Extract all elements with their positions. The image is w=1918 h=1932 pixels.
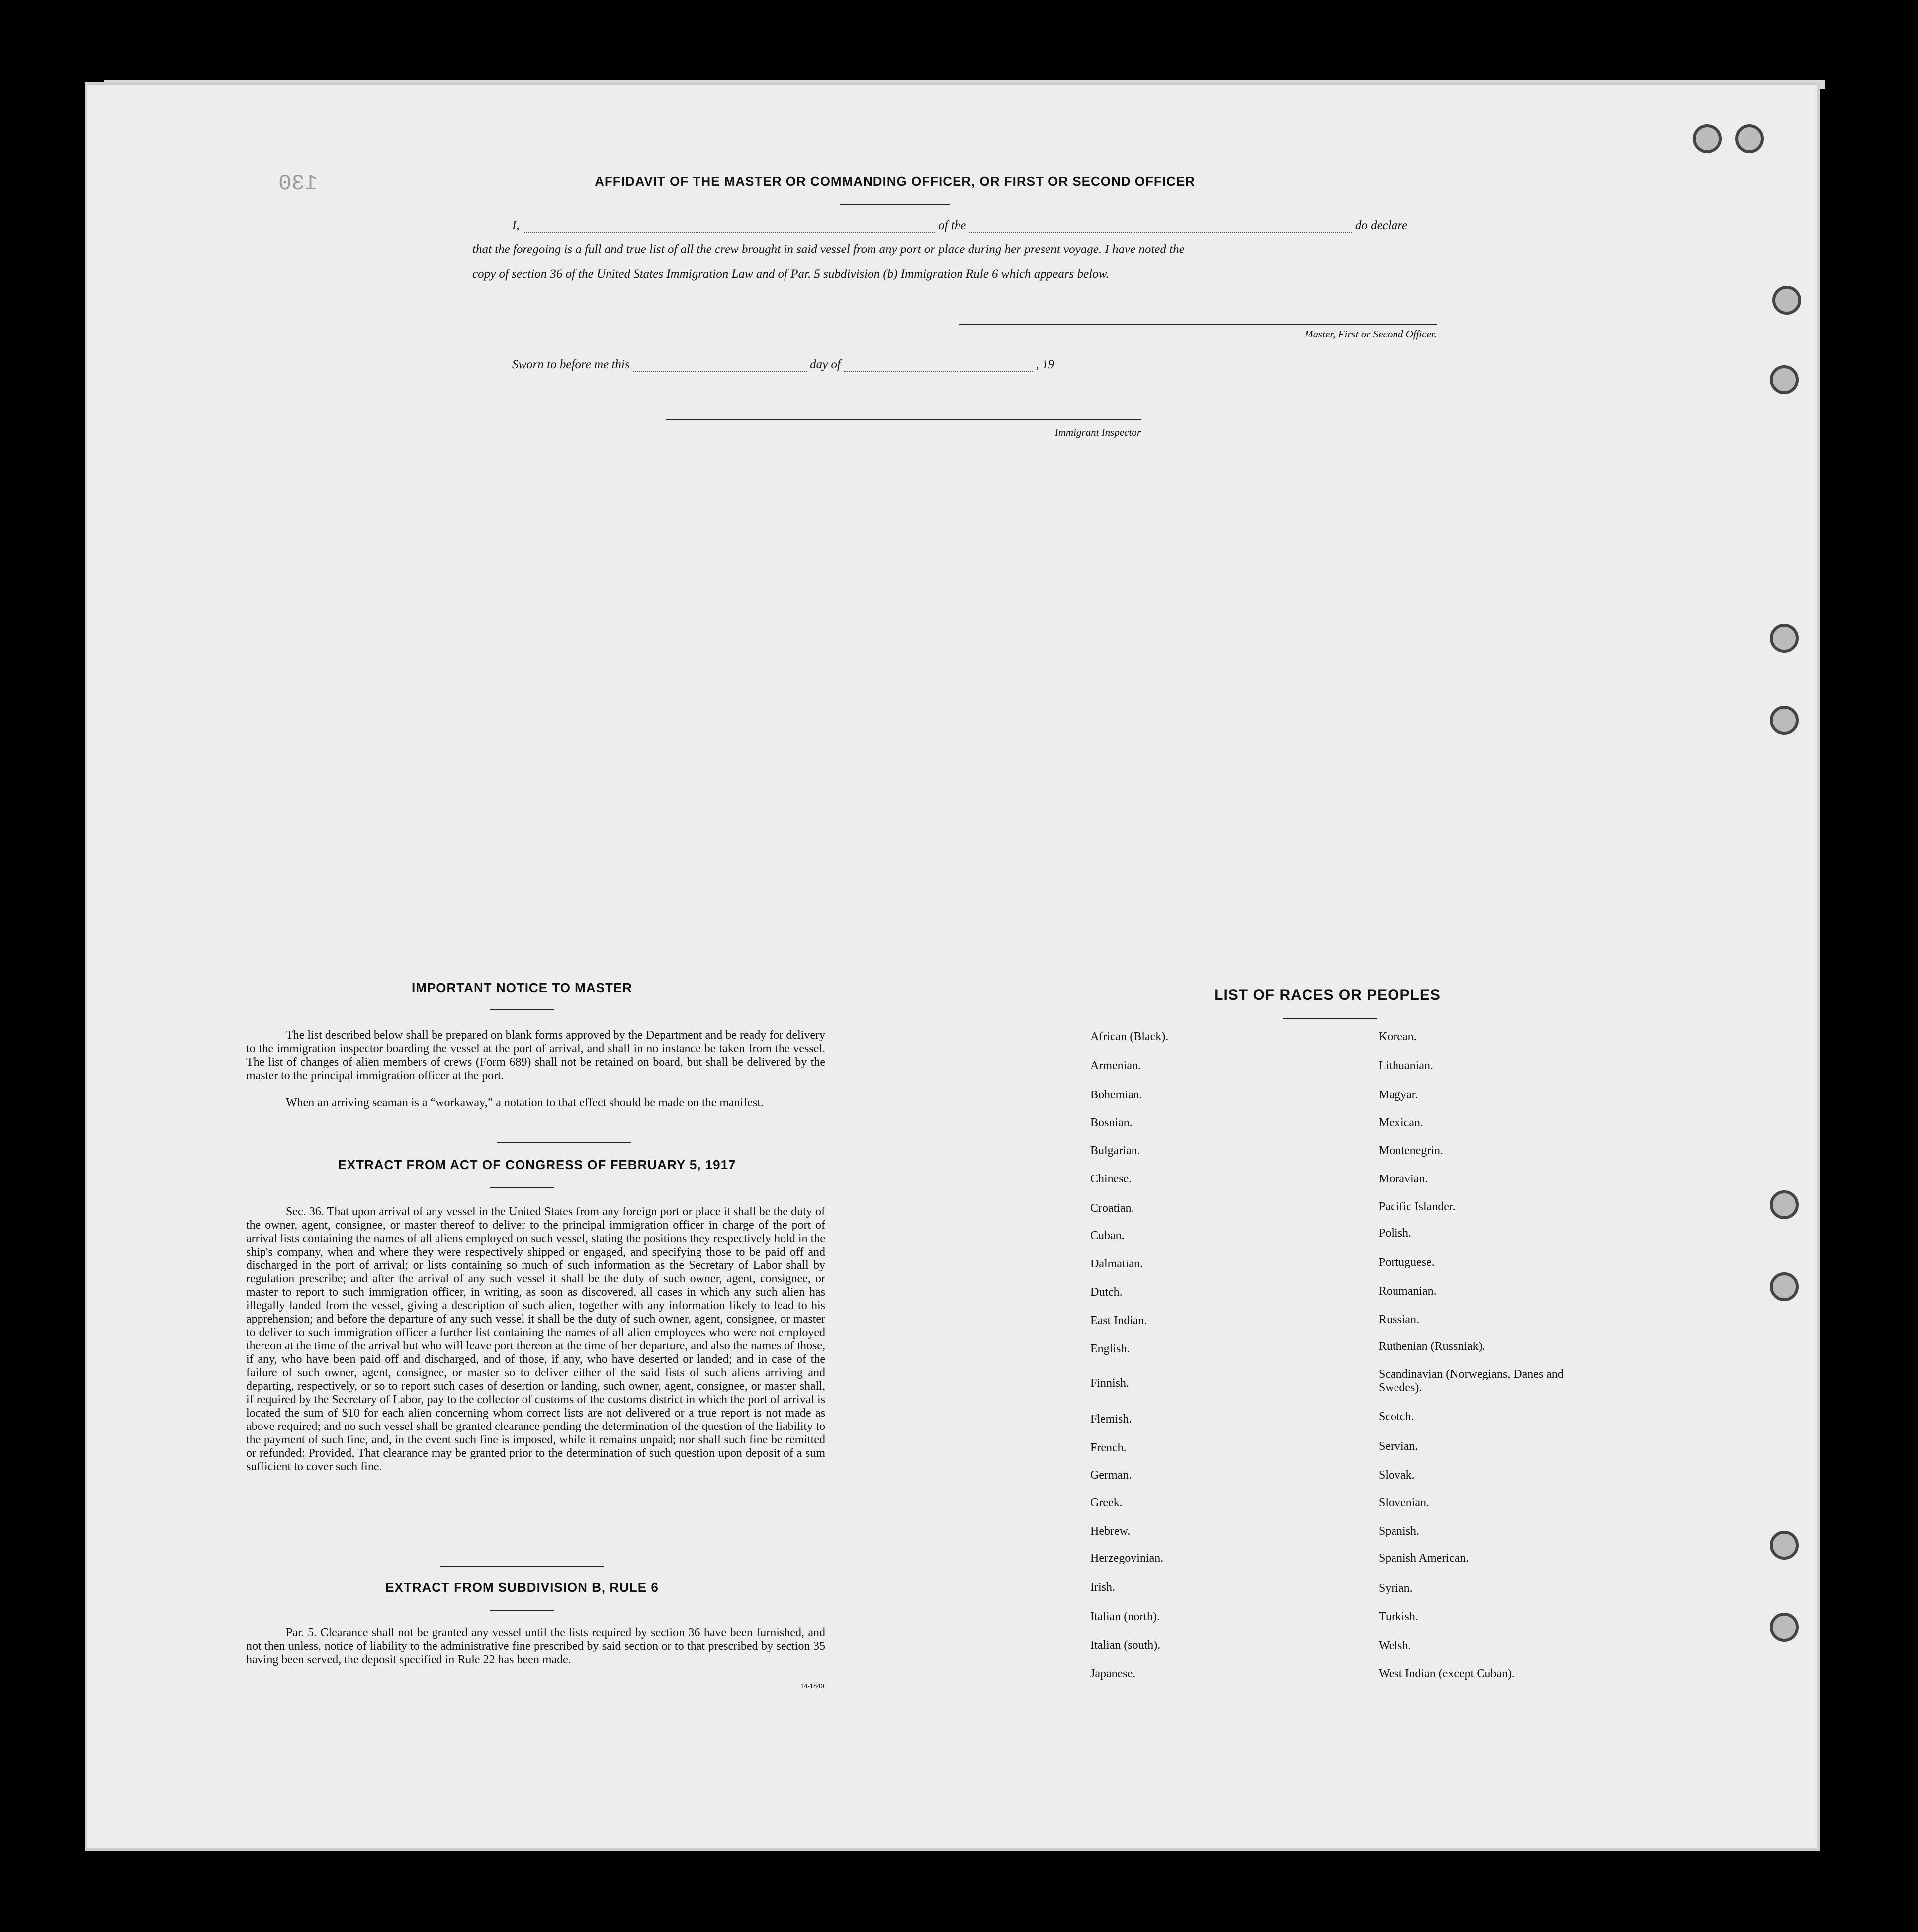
race-item: West Indian (except Cuban). xyxy=(1379,1667,1515,1680)
punch-hole xyxy=(1770,1190,1799,1219)
day-of-label: day of xyxy=(810,358,841,371)
race-item: Moravian. xyxy=(1379,1173,1428,1185)
race-item: Croatian. xyxy=(1090,1202,1134,1215)
race-item: Roumanian. xyxy=(1379,1285,1437,1298)
punch-hole xyxy=(1772,286,1801,315)
officer-name-field[interactable] xyxy=(523,232,935,233)
race-item: German. xyxy=(1090,1469,1132,1482)
race-item: African (Black). xyxy=(1090,1030,1169,1043)
year-label: , 19 xyxy=(1036,358,1054,371)
notice-paragraph-2: When an arriving seaman is a “workaway,” a notation to that effect should be made on the manifest. xyxy=(286,1096,764,1109)
race-item: French. xyxy=(1090,1441,1127,1454)
punch-hole xyxy=(1770,1272,1799,1301)
punch-hole xyxy=(1770,624,1799,653)
race-item: Mexican. xyxy=(1379,1116,1423,1129)
form-number: 14-1840 xyxy=(800,1682,824,1690)
punch-hole xyxy=(1770,706,1799,735)
race-item: Spanish American. xyxy=(1379,1552,1469,1565)
divider xyxy=(1283,1018,1377,1019)
rule-extract-title: EXTRACT FROM SUBDIVISION B, RULE 6 xyxy=(385,1580,659,1595)
race-item: Ruthenian (Russniak). xyxy=(1379,1340,1485,1353)
race-item: Chinese. xyxy=(1090,1173,1132,1185)
divider xyxy=(840,204,950,205)
race-item: Portuguese. xyxy=(1379,1256,1435,1269)
race-item: Scandinavian (Norwegians, Danes and Swedes). xyxy=(1379,1368,1564,1394)
divider xyxy=(490,1009,554,1010)
page-number: 130 xyxy=(278,171,318,196)
affidavit-declaration-line xyxy=(512,219,1437,235)
race-item: Hebrew. xyxy=(1090,1525,1131,1538)
race-item: Flemish. xyxy=(1090,1413,1132,1426)
sworn-day-field[interactable] xyxy=(633,371,807,372)
divider xyxy=(490,1610,554,1611)
vessel-name-field[interactable] xyxy=(969,232,1352,233)
affidavit-line-3: copy of section 36 of the United States Immigration Law and of Par. 5 subdivision (b) Immigration Rule 6 which appears below. xyxy=(472,267,1109,281)
race-item: Pacific Islander. xyxy=(1379,1200,1456,1213)
race-item: Irish. xyxy=(1090,1581,1115,1594)
race-item: Turkish. xyxy=(1379,1610,1418,1623)
race-item: Spanish. xyxy=(1379,1525,1420,1538)
race-item: Cuban. xyxy=(1090,1229,1125,1242)
inspector-signature-line[interactable] xyxy=(666,419,1141,420)
affidavit-i-label: I, xyxy=(512,219,520,232)
race-item: Lithuanian. xyxy=(1379,1059,1433,1072)
sworn-month-field[interactable] xyxy=(844,371,1033,372)
race-item: East Indian. xyxy=(1090,1314,1147,1327)
punch-hole xyxy=(1770,1531,1799,1560)
race-item: Italian (north). xyxy=(1090,1610,1160,1623)
act-extract-title: EXTRACT FROM ACT OF CONGRESS OF FEBRUARY 5, 1917 xyxy=(338,1157,736,1172)
race-item: Bosnian. xyxy=(1090,1116,1133,1129)
race-item: Scotch. xyxy=(1379,1410,1414,1423)
master-signature-line[interactable] xyxy=(959,324,1437,325)
notice-title: IMPORTANT NOTICE TO MASTER xyxy=(412,980,632,995)
act-extract-text: Sec. 36. That upon arrival of any vessel in the United States from any foreign port or place it shall be the duty of the owner, agent, consignee, or master thereof to deliver to the principal immigration officer in charge of the port of arrival lists containing the names of all aliens employed on such vessel, stating the positions they respectively hold in the ship's company, when and where they were respectively shipped or engaged, and specifying those to be paid off and discharged in the port of arrival; or lists containing so much of such information as the Secretary of Labor shall by regulation prescribe; and after the arrival of any such vessel it shall be the duty of such owner, agent, consignee, or master to report to such immigration officer, in writing, as soon as discovered, all cases in which any such alien has illegally landed from the vessel, giving a description of such alien, together with any information likely to lead to his apprehension; and before the departure of any such vessel it shall be the duty of such owner, agent, consignee, or master to deliver to such immigration officer a further list containing the names of all alien employees who were not employed thereon at the time of the arrival but who will leave port thereon at the time of her departure, and also the names of those, if any, who have been paid off and discharged, and of those, if any, who have deserted or landed; and in case of the failure of such owner, agent, consignee, or master so to deliver either of the said lists of such aliens arriving and departing, respectively, or so to report such cases of desertion or landing, such owner, agent, consignee, or master shall, if required by the Secretary of Labor, pay to the collector of customs of the customs district in which the port of arrival is located the sum of $10 for each alien concerning whom correct lists are not delivered or a true report is not made as above required; and no such vessel shall be granted clearance pending the determination of the question of the liability to the payment of such fine, and, in the event such fine is imposed, while it remains unpaid; nor shall such fine be remitted or refunded: Provided, That clearance may be granted prior to the determination of such question upon deposit of a sum sufficient to cover such fine. xyxy=(246,1205,825,1473)
affidavit-declare-label: do declare xyxy=(1355,219,1408,232)
race-item: Russian. xyxy=(1379,1313,1420,1326)
race-item: Syrian. xyxy=(1379,1582,1413,1595)
rule-extract-text: Par. 5. Clearance shall not be granted any vessel until the lists required by section 36 have been furnished, and not then unless, notice of liability to the administrative fine prescribed by said section or to that prescribed by section 35 having been served, the deposit specified in Rule 22 has been made. xyxy=(246,1626,825,1666)
divider xyxy=(497,1142,631,1143)
race-item: Magyar. xyxy=(1379,1089,1418,1101)
race-item: Servian. xyxy=(1379,1440,1418,1453)
divider xyxy=(440,1566,604,1567)
inspector-signature-label: Immigrant Inspector xyxy=(1054,426,1141,438)
affidavit-of-label: of the xyxy=(938,219,966,232)
divider xyxy=(490,1187,554,1188)
affidavit-line-2: that the foregoing is a full and true list of all the crew brought in said vessel from any port or place during her present voyage. I have noted the xyxy=(472,243,1185,256)
race-item: Slovenian. xyxy=(1379,1496,1429,1509)
race-item: Bohemian. xyxy=(1090,1089,1142,1101)
races-title: LIST OF RACES OR PEOPLES xyxy=(1214,987,1441,1003)
sworn-line xyxy=(512,358,1158,374)
race-item: Bulgarian. xyxy=(1090,1144,1140,1157)
race-item: Dutch. xyxy=(1090,1286,1123,1299)
race-item: Armenian. xyxy=(1090,1059,1141,1072)
race-item: Polish. xyxy=(1379,1227,1412,1240)
punch-hole xyxy=(1770,1613,1799,1642)
race-item: Italian (south). xyxy=(1090,1639,1161,1652)
race-item: Herzegovinian. xyxy=(1090,1552,1164,1565)
master-signature-label: Master, First or Second Officer. xyxy=(1305,328,1437,340)
race-item: Greek. xyxy=(1090,1496,1123,1509)
punch-hole xyxy=(1693,124,1722,153)
sworn-label: Sworn to before me this xyxy=(512,358,630,371)
race-item: Montenegrin. xyxy=(1379,1144,1443,1157)
race-item: Slovak. xyxy=(1379,1469,1415,1482)
race-item: Korean. xyxy=(1379,1030,1417,1043)
notice-paragraph-1: The list described below shall be prepared on blank forms approved by the Department and be ready for delivery to the immigration inspector boarding the vessel at the port of arrival, and shall in no instance be taken from the vessel. The list of changes of alien members of crews (Form 689) shall not be retained on board, but shall be delivered by the master to the principal immigration officer at the port. xyxy=(246,1029,825,1082)
race-item: Welsh. xyxy=(1379,1639,1411,1652)
punch-hole xyxy=(1735,124,1764,153)
affidavit-title: AFFIDAVIT OF THE MASTER OR COMMANDING OFFICER, OR FIRST OR SECOND OFFICER xyxy=(595,174,1195,189)
punch-hole xyxy=(1770,365,1799,394)
race-item: Japanese. xyxy=(1090,1667,1136,1680)
race-item: English. xyxy=(1090,1343,1130,1355)
race-item: Finnish. xyxy=(1090,1377,1130,1390)
race-item: Dalmatian. xyxy=(1090,1258,1143,1270)
